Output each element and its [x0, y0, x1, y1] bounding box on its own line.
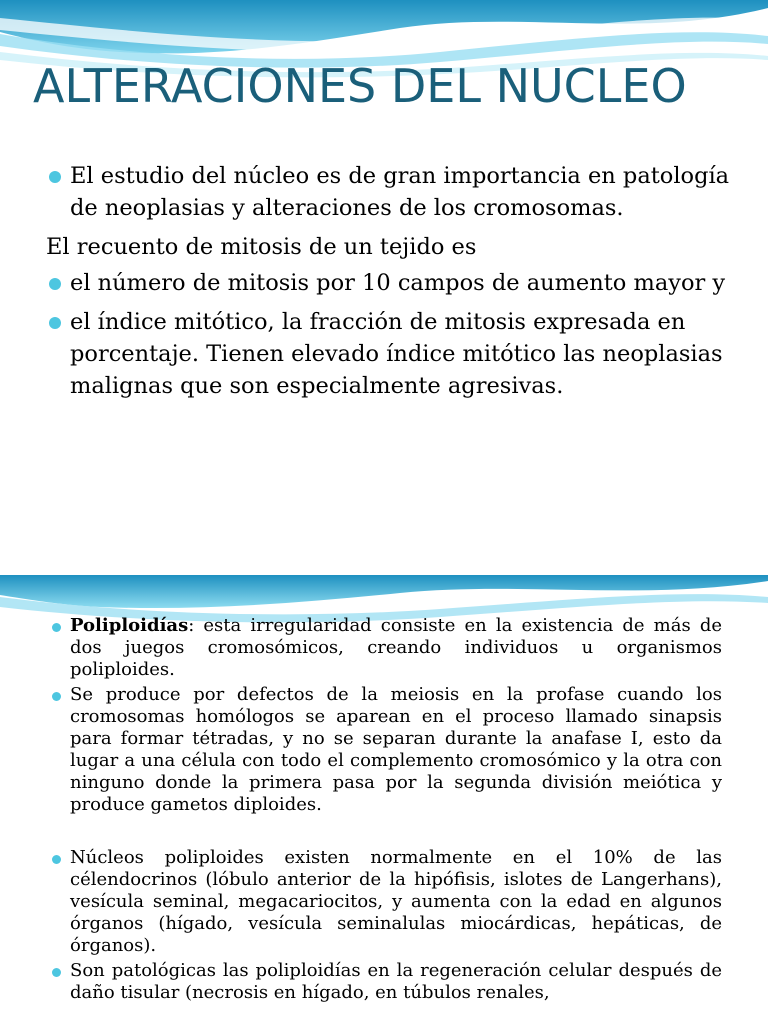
slide-2: [0, 575, 768, 1024]
bullet-item: [52, 684, 722, 816]
bullet-item: [46, 267, 746, 299]
bullet-term: Poliploidías: [70, 615, 189, 636]
bullet-dot-icon: [52, 692, 61, 701]
bullet-text: Son patológicas las poliploidías en la regeneración celular después de daño tisular (necrosis en hígado, en túbulos renales,: [70, 960, 722, 1003]
bullet-item: [52, 847, 722, 957]
bullet-item: [52, 960, 722, 1004]
bullet-dot-icon: [52, 968, 61, 977]
bullet-text: Núcleos poliploides existen normalmente en el 10% de las célendocrinos (lóbulo anterior de la hipófisis, islotes de Langerhans), vesícula seminal, megacariocitos, y aumenta con la edad en algunos órganos (hígado, vesícula seminalulas miocárdicas, hepáticas, de órganos).: [70, 847, 722, 956]
bullet-dot-icon: [49, 171, 61, 183]
bullet-text: el índice mitótico, la fracción de mitosis expresada en porcentaje. Tienen elevado índice mitótico las neoplasias malignas que son especialmente agresivas.: [70, 309, 723, 399]
slide-2-body: [52, 615, 722, 1007]
bullet-text: El estudio del núcleo es de gran importancia en patología de neoplasias y alteraciones de los cromosomas.: [70, 163, 730, 221]
bullet-dot-icon: [49, 278, 61, 290]
bullet-item: [52, 615, 722, 681]
bullet-text: Se produce por defectos de la meiosis en la profase cuando los cromosomas homólogos se aparean en el proceso llamado sinapsis para formar tétradas, y no se separan durante la anafase I, esto da lugar a una célula con todo el complemento cromosómico y la otra con ninguno donde la primera pasa por la segunda división meiótica y produce gametos diploides.: [70, 684, 722, 815]
bullet-item: [46, 160, 746, 224]
plain-line: El recuento de mitosis de un tejido es: [46, 234, 477, 260]
bullet-dot-icon: [52, 623, 61, 632]
bullet-text: : esta irregularidad consiste en la existencia de más de dos juegos cromosómicos, creando individuos u organismos poliploides.: [70, 615, 722, 680]
bullet-dot-icon: [52, 855, 61, 864]
slide-1-body: [46, 160, 746, 409]
bullet-dot-icon: [49, 317, 61, 329]
bullet-text: el número de mitosis por 10 campos de aumento mayor y: [70, 270, 726, 296]
slide-title: ALTERACIONES DEL NUCLEO: [33, 59, 687, 113]
bullet-item: [46, 306, 746, 402]
spacer: [52, 819, 722, 847]
